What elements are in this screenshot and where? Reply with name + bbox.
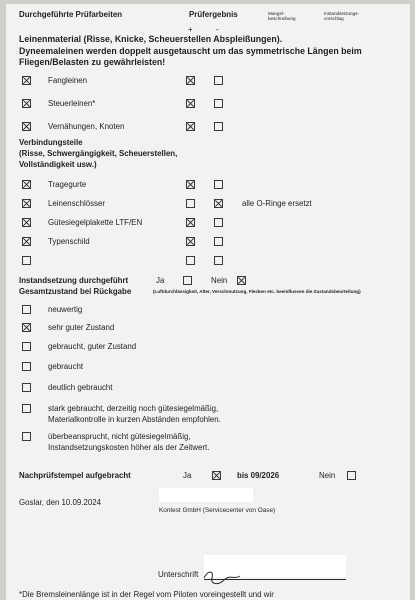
condition-title-note: (Luftdurchlässigkeit, Alter, Verschmutzung, Flecken etc. beeinflussen die Zustandsbeurteilung) xyxy=(153,289,361,294)
lines-row-minus-2[interactable] xyxy=(214,122,223,131)
lines-row-check-0[interactable] xyxy=(22,76,31,85)
company-name: Kontest GmbH (Servicecenter von Oase) xyxy=(159,507,276,514)
condition-label-3: gebraucht xyxy=(48,362,84,371)
connect-title-3: Vollständigkeit usw.) xyxy=(19,160,97,169)
condition-checkbox-0[interactable] xyxy=(22,305,31,314)
repair-no-checkbox[interactable] xyxy=(237,276,246,285)
stamp-no-checkbox[interactable] xyxy=(347,471,356,480)
lines-title-3: Fliegen/Belasten zu gewährleisten! xyxy=(19,57,166,67)
place-date: Goslar, den 10.09.2024 xyxy=(19,498,102,507)
condition-label-5: stark gebraucht, derzeitig noch gütesiegelmäßig, xyxy=(48,404,219,413)
connect-row-label-2: Gütesiegelplakette LTF/EN xyxy=(48,218,143,227)
condition-label-2: gebraucht, guter Zustand xyxy=(48,342,137,351)
connect-row-plus-3[interactable] xyxy=(186,237,195,246)
header-minus: - xyxy=(216,25,219,34)
condition-checkbox-4[interactable] xyxy=(22,383,31,392)
header-plus: + xyxy=(188,25,193,34)
connect-row-check-0[interactable] xyxy=(22,180,31,189)
lines-title-1: Leinenmaterial (Risse, Knicke, Scheuerstellen Abspleißungen). xyxy=(19,34,283,44)
connect-title-2: (Risse, Schwergängigkeit, Scheuerstellen, xyxy=(19,149,178,158)
condition-label-0: neuwertig xyxy=(48,305,83,314)
connect-row-minus-3[interactable] xyxy=(214,237,223,246)
header-work-performed: Durchgeführte Prüfarbeiten xyxy=(19,10,123,19)
stamp-yes-checkbox[interactable] xyxy=(212,471,221,480)
connect-row-label-3: Typenschild xyxy=(48,237,90,246)
connect-row-plus-4[interactable] xyxy=(186,256,195,265)
condition-label-1: sehr guter Zustand xyxy=(48,323,115,332)
stamp-label: Nachprüfstempel aufgebracht xyxy=(19,471,131,480)
connect-row-plus-0[interactable] xyxy=(186,180,195,189)
condition-label-4: deutlich gebraucht xyxy=(48,383,113,392)
connect-title-1: Verbindungsteile xyxy=(19,138,83,147)
lines-row-plus-0[interactable] xyxy=(186,76,195,85)
lines-row-label-2: Vernähungen, Knoten xyxy=(48,122,125,131)
connect-row-check-3[interactable] xyxy=(22,237,31,246)
connect-row-plus-1[interactable] xyxy=(186,199,195,208)
signature-label: Unterschrift xyxy=(158,570,199,579)
condition-title: Gesamtzustand bei Rückgabe xyxy=(19,287,132,296)
header-test-result: Prüfergebnis xyxy=(189,10,238,19)
lines-row-check-2[interactable] xyxy=(22,122,31,131)
connect-row-minus-0[interactable] xyxy=(214,180,223,189)
condition-checkbox-6[interactable] xyxy=(22,432,31,441)
connect-row-check-2[interactable] xyxy=(22,218,31,227)
stamp-yes-label: Ja xyxy=(183,471,192,480)
redacted-block xyxy=(159,488,253,502)
repair-yes-label: Ja xyxy=(156,276,165,285)
condition-checkbox-3[interactable] xyxy=(22,362,31,371)
inspection-form-page xyxy=(6,4,410,600)
header-repair-suggestion: Instandsetzungs- vorschlag xyxy=(324,11,359,22)
lines-row-minus-1[interactable] xyxy=(214,99,223,108)
connect-row-minus-1[interactable] xyxy=(214,199,223,208)
condition-label2-6: Instandsetzungskosten höher als der Zeitwert. xyxy=(48,443,210,452)
footnote: *Die Bremsleinenlänge ist in der Regel vom Piloten voreingestellt und wir xyxy=(19,590,274,599)
lines-row-minus-0[interactable] xyxy=(214,76,223,85)
lines-title-2: Dyneemaleinen werden doppelt ausgetauscht um das symmetrische Längen beim xyxy=(19,46,362,56)
stamp-no-label: Nein xyxy=(319,471,336,480)
connect-row-check-4[interactable] xyxy=(22,256,31,265)
signature-scribble xyxy=(202,564,242,590)
lines-row-plus-2[interactable] xyxy=(186,122,195,131)
condition-checkbox-5[interactable] xyxy=(22,404,31,413)
condition-label2-5: Materialkontrolle in kurzen Abständen empfohlen. xyxy=(48,415,221,424)
stamp-until: bis 09/2026 xyxy=(237,471,280,480)
lines-row-label-0: Fangleinen xyxy=(48,76,88,85)
lines-row-label-1: Steuerleinen* xyxy=(48,99,96,108)
repair-yes-checkbox[interactable] xyxy=(183,276,192,285)
connect-row-plus-2[interactable] xyxy=(186,218,195,227)
condition-checkbox-2[interactable] xyxy=(22,342,31,351)
lines-row-check-1[interactable] xyxy=(22,99,31,108)
repair-label: Instandsetzung durchgeführt xyxy=(19,276,129,285)
connect-row-label-1: Leinenschlösser xyxy=(48,199,106,208)
condition-checkbox-1[interactable] xyxy=(22,323,31,332)
connect-row-label-0: Tragegurte xyxy=(48,180,87,189)
header-defect-description: Mangel- beschreibung xyxy=(268,11,296,22)
connect-row-note-1: alle O-Ringe ersetzt xyxy=(242,199,312,208)
repair-no-label: Nein xyxy=(211,276,228,285)
condition-label-6: überbeansprucht, nicht gütesiegelmäßig, xyxy=(48,432,191,441)
connect-row-minus-4[interactable] xyxy=(214,256,223,265)
lines-row-plus-1[interactable] xyxy=(186,99,195,108)
connect-row-check-1[interactable] xyxy=(22,199,31,208)
connect-row-minus-2[interactable] xyxy=(214,218,223,227)
